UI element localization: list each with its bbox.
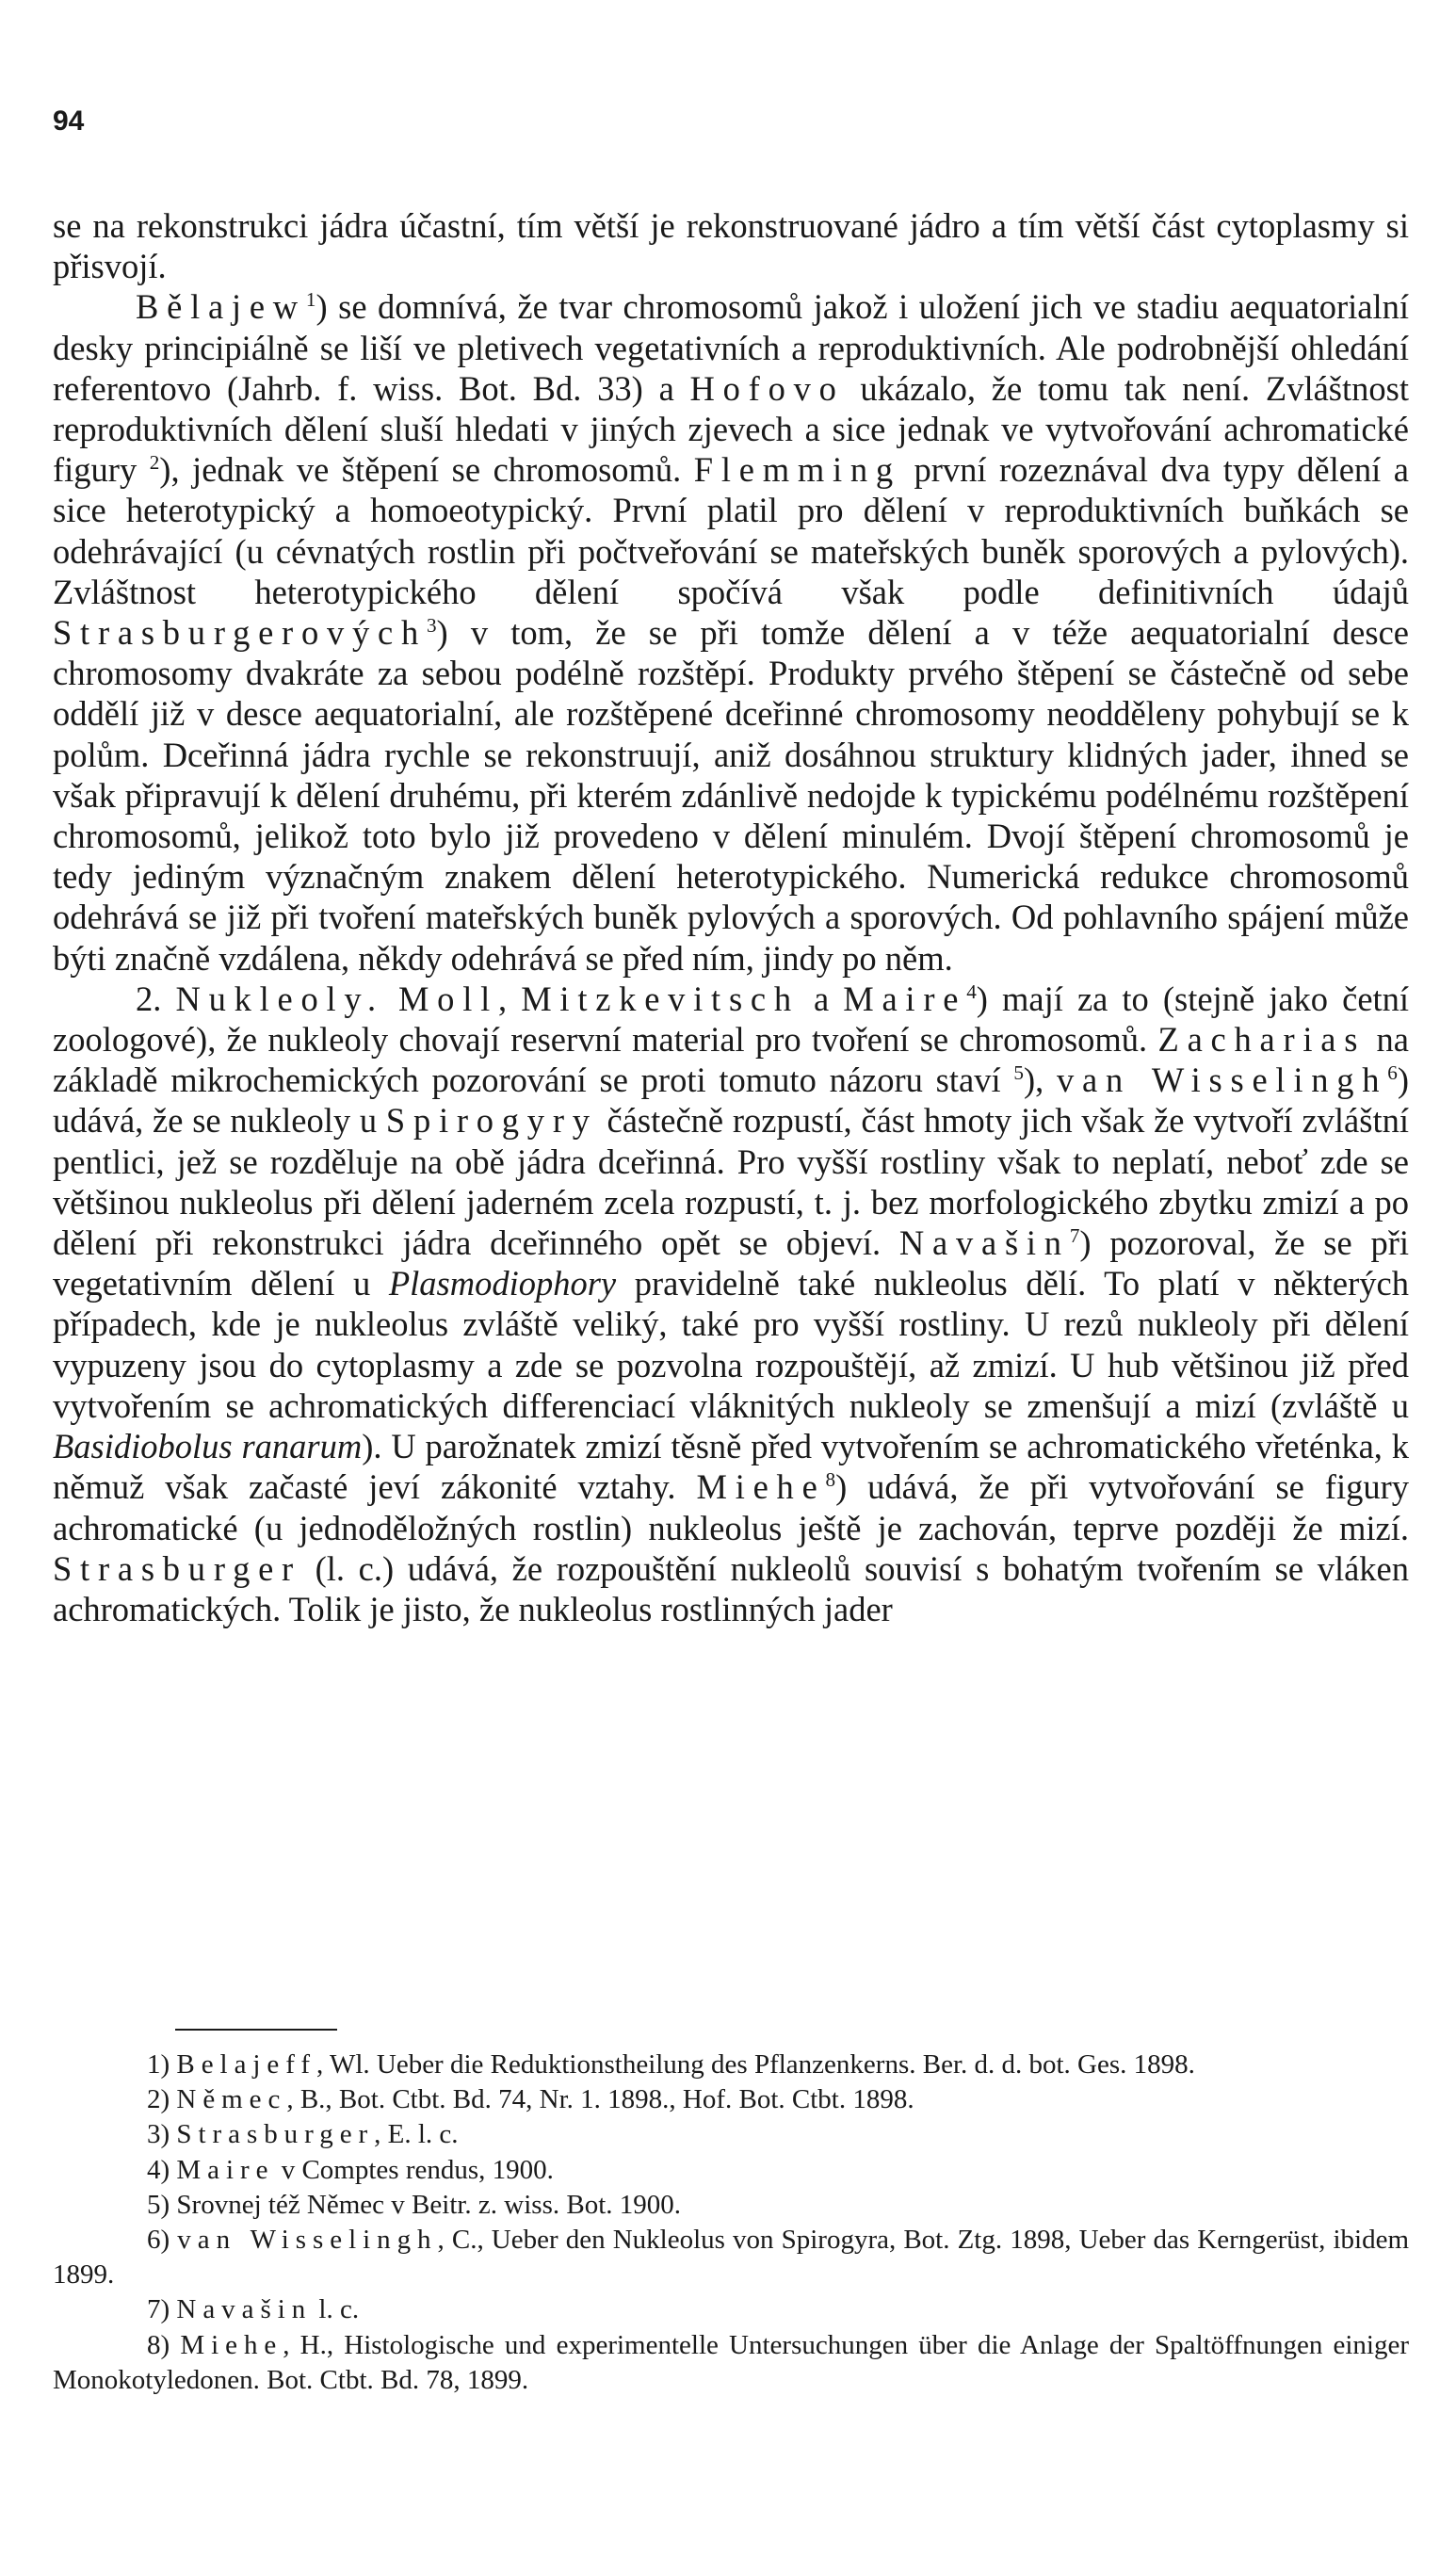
footnote-ref: 2 [149,451,160,475]
paragraph-continuation: se na rekonstrukci jádra účastní, tím větší je rekonstruované jádro a tím větší část cytoplasmy si přisvojí. [53,206,1409,286]
genus-name: Plasmodiophory [388,1264,617,1303]
author-name: Zacharias [1157,1020,1367,1060]
author-name: Strasburger [53,1548,301,1588]
author-name: Moll [397,979,498,1018]
footnote: 5) Srovnej též Němec v Beitr. z. wiss. Bot. 1900. [147,2189,682,2220]
footnote-ref: 4 [966,979,977,1003]
author-name: Maire [843,979,967,1018]
footnote: 8) Miehe, H., Histologische und experimentelle Untersuchungen über die Anlage der Spaltöffnungen einiger Monokotyledonen. Bot. Ctbt. Bd. 78, 1899. [53,2329,1409,2395]
author-name: Strasburgerových [53,613,427,653]
author-name: van Wisselingh [1057,1060,1388,1100]
paragraph-belajew: Bělajew$^1$) se domnívá, že tvar chromosomů jakož i uložení jich ve stadiu aequatorialní desky principiálně se liší ve pletivech vegetativních a reproduktivních. Ale podrobnější ohledání referentovo (Jahrb. f. wiss. Bot. Bd. 33) a Hofovo ukázalo, že tomu tak není. Zvláštnost reproduktivních dělení sluší hledati v jiných zjevech a sice jednak ve vytvořování achromatické figury $^2$), jednak ve štěpení se chromosomů. Flemming první rozeznával dva typy dělení a sice heterotypický a homoeotypický. První platil pro dělení v reproduktivních buňkách se odehrávající (u cévnatých rostlin při počtveřování se mateřských buněk sporových a pylových). Zvláštnost heterotypického dělení spočívá však podle definitivních údajů Strasburgerových$^3$) v tom, že se při tomže dělení a v téže aequatorialní desce chromosomy dvakráte za sebou podélně rozštěpí. Produkty prvého štěpení se částečně od sebe oddělí již v desce aequatorialní, ale rozštěpené dceřinné chromosomy neodděleny pohybují se k polům. Dceřinná jádra rychle se rekonstruují, aniž dosáhnou struktury klidných jader, ihned se však připravují k dělení druhému, při kterém zdánlivě nedojde k typickému podélnému rozštěpení chromosomů, jelikož toto bylo již provedeno v dělení minulém. Dvojí štěpení chromosomů je tedy jediným význačným znakem dělení heterotypického. Numerická redukce chromosomů odehrává se již při tvoření mateřských buněk pylových a sporových. Od pohlavního spájení může býti značně vzdálena, někdy odehrává se před ním, jindy po něm. [53,287,1409,978]
footnote: 1) Belajeff, Wl. Ueber die Reduktionstheilung des Pflanzenkerns. Ber. d. d. bot. Ges. 1898. [147,2049,1195,2080]
author-name: Miehe [696,1467,826,1507]
footnote-ref: 8 [825,1468,836,1492]
author-name: Flemming [693,450,901,490]
footnote: 4) Maire v Comptes rendus, 1900. [147,2154,554,2185]
author-name: Hofovo [689,368,845,408]
footnote-ref: 1 [305,288,316,312]
species-name: Basidiobolus ranarum [53,1427,363,1466]
paragraph-nukleoly: 2. Nukleoly. Moll, Mitzkevitsch a Maire$^4$) mají za to (stejně jako četní zoologové), že nukleoly chovají reservní material pro tvoření se chromosomů. Zacharias na základě mikrochemických pozorování se proti tomuto názoru staví $^5$), van Wisselingh$^6$) udává, že se nukleoly u Spirogyry částečně rozpustí, část hmoty jich však že vytvoří zvláštní pentlici, jež se rozděluje na obě jádra dceřinná. Pro vyšší rostliny však to neplatí, neboť zde se většinou nukleolus při dělení jaderném zcela rozpustí, t. j. bez morfologického zbytku zmizí a po dělení při rekonstrukci jádra dceřinného opět se objeví. Navašin$^7$) pozoroval, že se při vegetativním dělení u Plasmodiophory pravidelně také nukleolus dělí. To platí v některých případech, kde je nukleolus zvláště veliký, také pro vyšší rostliny. U rezů nukleoly při dělení vypuzeny jsou do cytoplasmy a zde se pozvolna rozpouštějí, až zmizí. U hub většinou již před vytvořením se achromatických differenciací vláknitých nukleoly se zmenšují a mizí (zvláště u Basidiobolus ranarum). U parožnatek zmizí těsně před vytvořením se achromatického vřeténka, k němuž však začasté jeví zákonité vztahy. Miehe$^8$) udává, že při vytvořování se figury achromatické (u jednoděložných rostlin) nukleolus ještě je zachován, teprve později že mizí. Strasburger (l. c.) udává, že rozpouštění nukleolů souvisí s bohatým tvořením se vláken achromatických. Tolik je jisto, že nukleolus rostlinných jader [53,979,1410,1628]
footnote-ref: 7 [1069,1223,1080,1247]
footnote: 3) Strasburger, E. l. c. [147,2119,459,2150]
author-name: Bělajew [136,287,306,327]
body-text [53,205,1409,1629]
author-name: Navašin [898,1223,1070,1263]
footnote-divider [175,2029,337,2031]
footnote-ref: 6 [1387,1061,1398,1085]
section-heading: Nukleoly. [175,979,384,1018]
footnote: 7) Navašin l. c. [147,2294,360,2325]
page-number: 94 [53,105,85,137]
footnote-ref: 5 [1013,1061,1024,1085]
author-name: Mitzkevitsch [521,979,800,1018]
genus-name: Spirogyry [385,1101,598,1141]
footnote: 6) van Wisselingh, C., Ueber den Nukleolus von Spirogyra, Bot. Ztg. 1898, Ueber das Kerngerüst, ibidem 1899. [53,2225,1410,2291]
footnote: 2) Němec, B., Bot. Ctbt. Bd. 74, Nr. 1. 1898., Hof. Bot. Ctbt. 1898. [147,2084,914,2115]
footnotes [53,2048,1409,2398]
footnote-ref: 3 [426,613,437,637]
